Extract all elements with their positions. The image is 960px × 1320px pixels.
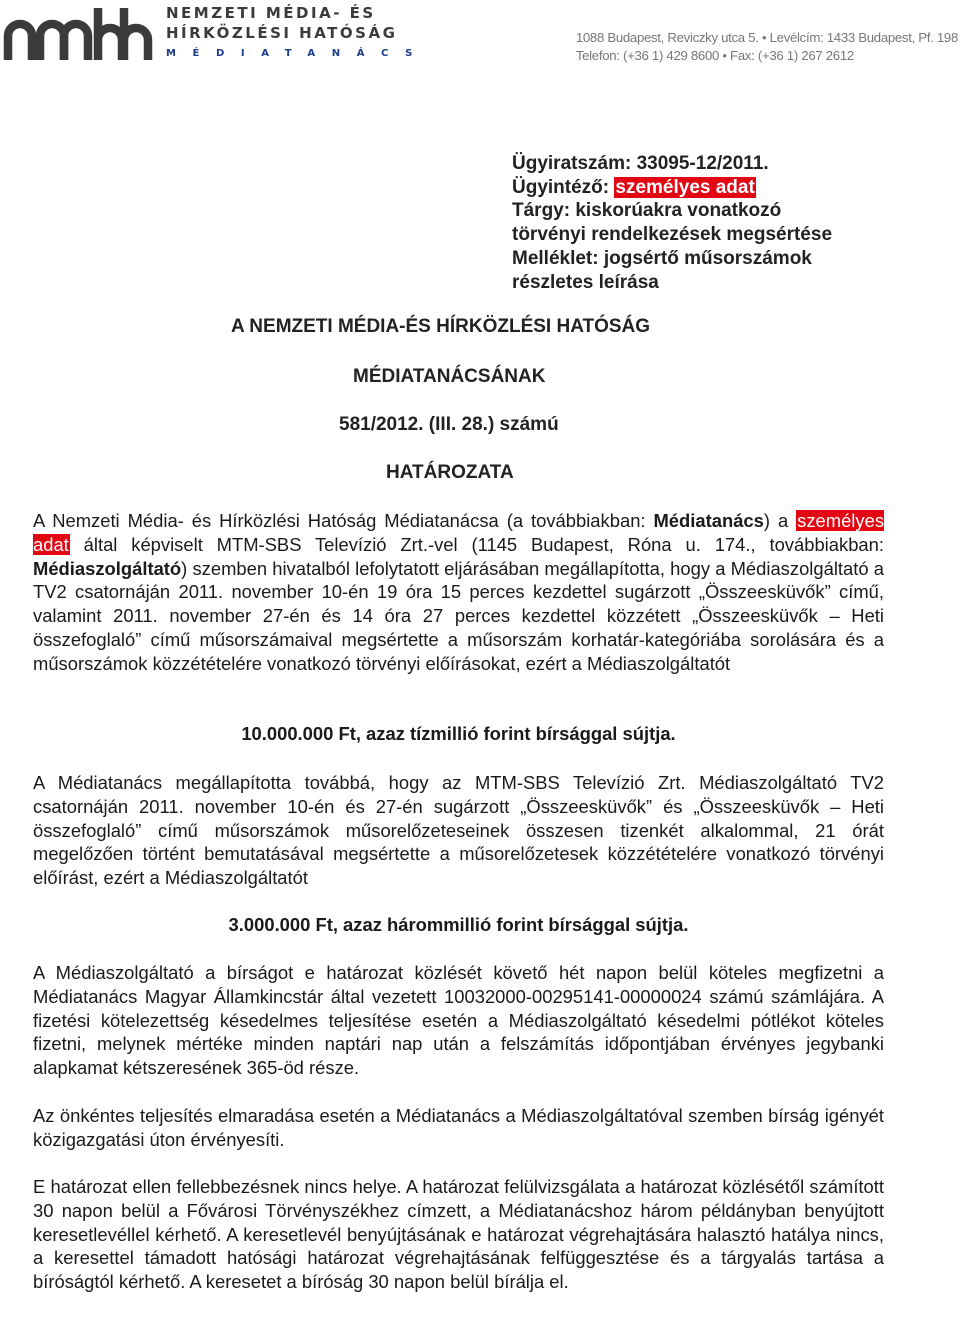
letterhead [0,0,960,80]
subject-line2: törvényi rendelkezések megsértése [512,224,833,246]
paragraph-3: A Médiaszolgáltató a bírságot e határozat közlését követő hét napon belül köteles megfizetni a Médiatanács Magyar Államkincstár által vezetett 10032000-00295141-00000024 számú számlájára. A fizetési kötelezettség késedelmes teljesítése esetén a Médiaszolgáltató késedelmi pótlékot köteles fizetni, melynek mértéke minden naptári nap után a felszámítás időpontjában érvényes jegybanki alapkamat kétszeresének 365-öd része. [33,962,884,1079]
org-name [166,6,429,59]
title-line4: HATÁROZATA [386,462,514,483]
paragraph-5: E határozat ellen fellebbezésnek nincs helye. A határozat felülvizsgálata a határozat közlésétől számított 30 napon belül a Fővárosi Törvényszékhez címzett, a Médiatanácshoz három példányban benyújtott keresetlevéllel kérhető. A keresetlevél benyújtásának e határozat végrehajtására halasztó hatálya nincs, a keresettel támadott hatósági határozat végrehajtásának felfüggesztése és a tárgyalás tartása a bíróságtól kérhető. A keresetet a bíróság 30 napon belül bírálja el. [33,1176,884,1293]
p1-bold-mediatanacs: Médiatanács [653,510,764,531]
case-officer [512,176,952,200]
p1-text-f: ) szemben hivatalból lefolytatott eljárásában megállapította, hogy a Médiaszolgáltató a TV2 csatornáján 2011. november 10-én 19 óra 15 perces kezdettel sugárzott „Összeesküvők” című, valamint 2011. november 27-én és 14 óra 27 perces kezdettel közzétett „Összeesküvők – Heti összefoglaló” című műsorszámaival megsértette a műsorszám korhatár-kategóriába sorolására és a műsorszámok közzétételére vonatkozó törvényi előírásokat, ezért a Médiaszolgáltatót [33,557,884,674]
org-name-line1: NEMZETI MÉDIA- ÉS [166,4,376,22]
address-line: 1088 Budapest, Reviczky utca 5. • Levélcím: 1433 Budapest, Pf. 198 [575,30,958,45]
p1-bold-mediaszolgaltato: Médiaszolgáltató [33,557,182,579]
case-officer-label: Ügyintéző: [512,176,615,198]
org-name-line3: MÉDIATANÁCS [166,48,429,59]
contact-info [576,29,958,64]
title-line3: 581/2012. (III. 28.) számú [339,414,559,435]
redacted-personal-data: személyes adat [615,176,755,198]
paragraph-1 [33,509,884,676]
fine-2: 3.000.000 Ft, azaz hárommillió forint bírsággal sújtja. [228,914,689,935]
p1-text-c: ) a [763,510,797,531]
phone-line: Telefon: (+36 1) 429 8600 • Fax: (+36 1) 267 2612 [575,47,854,63]
subject-line1: Tárgy: kiskorúakra vonatkozó [512,200,782,222]
org-name-line2: HÍRKÖZLÉSI HATÓSÁG [166,24,398,42]
nmhh-logo-icon [2,2,154,62]
redacted-personal-data: személyes adat [33,510,885,555]
case-number: Ügyiratszám: 33095-12/2011. [512,153,769,174]
paragraph-2: A Médiatanács megállapította továbbá, hogy az MTM-SBS Televízió Zrt. Médiaszolgáltató TV2 csatornáján 2011. november 10-én és 27-én sugárzott „Összeesküvők” és „Összeesküvők – Heti összefoglaló” című műsorszámok műsorelőzeteseinek összesen tizenkét alkalommal, 21 órát megelőzően történt bemutatásával megsértette a műsorelőzetesek közzétételére vonatkozó törvényi előírást, ezért a Médiaszolgáltatót [33,772,884,889]
p1-text-d: által képviselt MTM-SBS Televízió Zrt.-vel (1145 Budapest, Róna u. 174. [69,533,751,555]
case-metadata [512,152,952,294]
title-line2: MÉDIATANÁCSÁNAK [353,366,546,387]
attachment-line2: részletes leírása [512,271,659,293]
p1-text-a: A Nemzeti Média- és Hírközlési Hatóság Médiatanácsa (a továbbiakban: [33,510,654,531]
title-line1: A NEMZETI MÉDIA-ÉS HÍRKÖZLÉSI HATÓSÁG [231,316,651,337]
attachment-line1: Melléklet: jogsértő műsorszámok [512,247,812,269]
p1-text-e: , továbbiakban: [750,533,884,555]
paragraph-4: Az önkéntes teljesítés elmaradása esetén a Médiatanács a Médiaszolgáltatóval szemben bírság igényét közigazgatási úton érvényesíti. [33,1105,884,1150]
fine-1: 10.000.000 Ft, azaz tízmillió forint bírsággal sújtja. [241,723,676,744]
